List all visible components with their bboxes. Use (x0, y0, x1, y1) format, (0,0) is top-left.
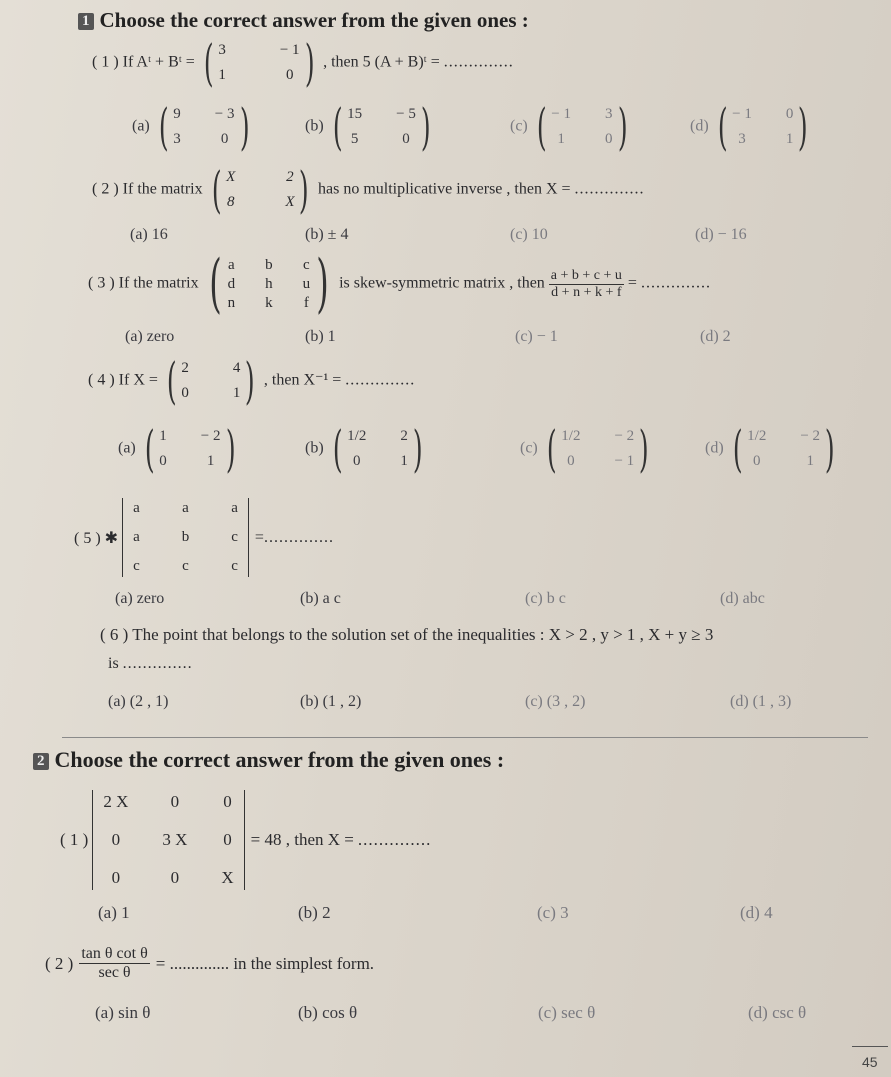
s1-q3-option-a[interactable]: (a) zero (125, 328, 175, 345)
det-cell: a (231, 500, 238, 516)
matrix-cell: 3 (738, 131, 746, 147)
s2-q2-option-c[interactable]: (c) sec θ (538, 1003, 596, 1022)
matrix-cell: − 1 (732, 106, 752, 122)
s1-q1-option-c[interactable]: (c) ( − 1 3 1 0 ) (510, 98, 628, 156)
s1-q1-suffix: , then 5 (A + B)ᵗ = (323, 53, 440, 71)
matrix-cell: f (303, 294, 309, 311)
s1-q4-option-a[interactable]: (a) ( 1 − 2 0 1 ) (118, 420, 236, 478)
section-divider (62, 737, 868, 738)
s2-q1-suffix: = 48 , then X = (250, 830, 354, 849)
matrix-cell: X (285, 194, 295, 210)
s1-q4-option-d[interactable]: (d) ( 1/2 − 2 0 1 ) (705, 420, 835, 478)
matrix-cell: X (226, 169, 236, 185)
page-number-rule (852, 1046, 888, 1047)
s2-q2 (45, 945, 374, 982)
fraction-numerator: a + b + c + u (550, 267, 622, 283)
section-1-header (78, 8, 529, 33)
s1-q5-label: ( 5 ) ✱ (74, 529, 119, 547)
s1-q1-option-a[interactable]: (a) ( 9 − 3 3 0 ) (132, 98, 250, 156)
det-cell: a (133, 500, 140, 516)
matrix-cell: a (228, 256, 235, 273)
s1-q3 (88, 247, 711, 321)
s1-q2-option-a[interactable]: (a) 16 (130, 226, 168, 243)
page-number: 45 (862, 1054, 878, 1070)
det-cell: b (181, 529, 190, 545)
s1-q6-option-b[interactable]: (b) (1 , 2) (300, 693, 362, 710)
det-cell: X (221, 868, 234, 887)
answer-blank[interactable]: .............. (122, 655, 193, 672)
s1-q5-option-c[interactable]: (c) b c (525, 590, 566, 607)
matrix-cell: − 1 (279, 42, 300, 58)
s1-q6-option-d[interactable]: (d) (1 , 3) (730, 693, 792, 710)
matrix-cell: 3 (218, 42, 226, 58)
matrix-cell: u (302, 275, 311, 292)
s2-q1-determinant (92, 790, 244, 890)
s1-q6-text: ( 6 ) The point that belongs to the solution set of the inequalities : X > 2 , y > 1 , X + y ≥ 3 (100, 625, 714, 644)
matrix-cell: − 2 (614, 428, 635, 444)
equals-sign: = (254, 528, 264, 546)
section-1-title: Choose the correct answer from the given ones : (99, 8, 529, 32)
matrix-cell: 1 (218, 67, 226, 83)
s1-q6-is: is (108, 655, 119, 672)
option-label: (b) (305, 439, 324, 457)
matrix-cell: 4 (232, 360, 241, 376)
s1-q5-option-a[interactable]: (a) zero (115, 590, 165, 607)
matrix-cell: 15 (347, 106, 363, 122)
s1-q4-suffix: , then X⁻¹ = (263, 371, 342, 389)
matrix-cell: 0 (220, 131, 229, 147)
matrix-cell: 1/2 (747, 428, 767, 444)
s1-q2 (92, 161, 645, 219)
s1-q5-determinant (122, 498, 249, 577)
s1-q1 (92, 34, 514, 92)
s1-q1-matrix: ( 3 − 1 1 0 ) (203, 34, 315, 92)
s1-q4-option-c[interactable]: (c) ( 1/2 − 2 0 − 1 ) (520, 420, 649, 478)
det-cell: 0 (223, 830, 232, 849)
s1-q1-option-b[interactable]: (b) ( 15 − 5 5 0 ) (305, 98, 431, 156)
matrix-cell: 1 (785, 131, 794, 147)
s1-q3-matrix: ( a b c d h u n k f ) (208, 247, 329, 321)
s2-q2-option-a[interactable]: (a) sin θ (95, 1003, 151, 1022)
s1-q6-option-a[interactable]: (a) (2 , 1) (108, 693, 169, 710)
s1-q5 (74, 498, 334, 577)
matrix-cell: n (227, 294, 236, 311)
option-label: (c) (510, 117, 528, 135)
matrix-cell: 5 (350, 131, 359, 147)
matrix-cell: 1 (232, 385, 241, 401)
s2-q2-option-b[interactable]: (b) cos θ (298, 1003, 358, 1022)
matrix-cell: c (303, 256, 310, 273)
s1-q2-suffix: has no multiplicative inverse , then X = (318, 180, 571, 198)
s1-q4-option-b[interactable]: (b) ( 1/2 2 0 1 ) (305, 420, 423, 478)
s2-q1-option-b[interactable]: (b) 2 (298, 903, 331, 922)
s1-q1-label: ( 1 ) If Aᵗ + Bᵗ = (92, 53, 195, 71)
option-label: (b) (305, 117, 324, 135)
s2-q1-option-a[interactable]: (a) 1 (98, 903, 130, 922)
answer-blank[interactable]: .............. (574, 180, 645, 198)
det-cell: a (133, 529, 140, 545)
matrix-cell: 2 (181, 360, 189, 376)
det-cell: c (231, 558, 238, 574)
det-cell: 3 X (162, 830, 188, 849)
s1-q2-matrix: ( X 2 8 X ) (211, 161, 310, 219)
s1-q5-option-d[interactable]: (d) abc (720, 590, 765, 607)
s1-q3-option-d[interactable]: (d) 2 (700, 328, 731, 345)
equals-sign: = (627, 274, 637, 292)
matrix-cell: 0 (181, 385, 189, 401)
matrix-cell: − 5 (396, 106, 416, 122)
section-2-header (33, 747, 504, 773)
s1-q1-option-d[interactable]: (d) ( − 1 0 3 1 ) (690, 98, 809, 156)
det-cell: 0 (170, 868, 180, 887)
s1-q4 (88, 352, 416, 410)
answer-blank[interactable]: .............. (640, 274, 711, 292)
s2-q1 (60, 790, 431, 890)
s1-q5-option-b[interactable]: (b) a c (300, 590, 341, 607)
matrix-cell: 0 (402, 131, 410, 147)
matrix-cell: − 2 (800, 428, 821, 444)
matrix-cell: 2 (286, 169, 294, 185)
s2-q1-label: ( 1 ) (60, 830, 89, 849)
det-cell: c (182, 558, 189, 574)
det-cell: c (231, 529, 238, 545)
matrix-cell: 2 (400, 428, 408, 444)
matrix-cell: 1 (159, 428, 167, 444)
option-label: (a) (118, 439, 136, 457)
matrix-cell: − 1 (551, 106, 571, 122)
matrix-cell: 0 (605, 131, 613, 147)
answer-blank[interactable]: .............. (357, 830, 432, 849)
matrix-cell: 1 (806, 453, 814, 469)
det-cell: 0 (170, 792, 180, 811)
option-label: (d) (705, 439, 724, 457)
section-2-title: Choose the correct answer from the given ones : (54, 747, 505, 772)
matrix-cell: 0 (285, 67, 294, 83)
matrix-cell: d (227, 275, 236, 292)
s2-q2-label: ( 2 ) (45, 953, 74, 973)
s2-q2-fraction (79, 945, 149, 982)
section-2-number: 2 (33, 753, 49, 770)
matrix-cell: 0 (353, 453, 361, 469)
det-cell: 0 (111, 830, 121, 849)
det-cell: c (133, 558, 140, 574)
s1-q2-option-c[interactable]: (c) 10 (510, 226, 548, 243)
s2-q2-suffix[interactable]: = .............. in the simplest form. (155, 953, 375, 973)
det-cell: 0 (111, 868, 121, 887)
matrix-cell: 9 (173, 106, 181, 122)
matrix-cell: 1 (206, 453, 215, 469)
option-label: (c) (520, 439, 538, 457)
answer-blank[interactable]: .............. (345, 371, 416, 389)
det-cell: 2 X (103, 792, 129, 811)
det-cell: 0 (223, 792, 232, 811)
answer-blank[interactable]: .............. (443, 53, 514, 71)
matrix-cell: 1/2 (561, 428, 581, 444)
fraction-denominator: sec θ (98, 964, 131, 981)
s1-q2-label: ( 2 ) If the matrix (92, 180, 203, 198)
matrix-cell: 3 (605, 106, 613, 122)
s1-q6-option-c[interactable]: (c) (3 , 2) (525, 693, 586, 710)
s1-q6-line2 (108, 655, 193, 673)
answer-blank[interactable]: .............. (263, 528, 334, 546)
matrix-cell: 1 (557, 131, 565, 147)
matrix-cell: 0 (785, 106, 794, 122)
option-label: (a) (132, 117, 150, 135)
s1-q2-option-d[interactable]: (d) − 16 (695, 226, 747, 243)
matrix-cell: k (265, 294, 273, 311)
s1-q4-matrix: ( 2 4 0 1 ) (166, 352, 256, 410)
fraction-denominator: d + n + k + f (551, 284, 622, 300)
s1-q3-option-b[interactable]: (b) 1 (305, 328, 336, 345)
s1-q4-label: ( 4 ) If X = (88, 371, 158, 389)
option-label: (d) (690, 117, 709, 135)
matrix-cell: b (265, 256, 273, 273)
s2-q2-option-d[interactable]: (d) csc θ (748, 1003, 807, 1022)
matrix-cell: − 3 (214, 106, 235, 122)
s1-q3-fraction (549, 268, 624, 301)
matrix-cell: 3 (173, 131, 181, 147)
matrix-cell: 1/2 (347, 428, 367, 444)
matrix-cell: h (265, 275, 273, 292)
s2-q1-option-d[interactable]: (d) 4 (740, 903, 773, 922)
s1-q2-option-b[interactable]: (b) ± 4 (305, 226, 349, 243)
section-1-number: 1 (78, 13, 94, 30)
matrix-cell: 8 (226, 194, 235, 210)
s1-q3-suffix: is skew-symmetric matrix , then (339, 274, 545, 292)
matrix-cell: 0 (567, 453, 575, 469)
matrix-cell: 1 (400, 453, 408, 469)
matrix-cell: − 1 (614, 453, 635, 469)
det-cell: a (182, 500, 189, 516)
matrix-cell: − 2 (200, 428, 221, 444)
s1-q3-option-c[interactable]: (c) − 1 (515, 328, 558, 345)
matrix-cell: 0 (159, 453, 167, 469)
fraction-numerator: tan θ cot θ (81, 945, 148, 962)
matrix-cell: 0 (753, 453, 761, 469)
s1-q3-label: ( 3 ) If the matrix (88, 274, 199, 292)
s2-q1-option-c[interactable]: (c) 3 (537, 903, 569, 922)
